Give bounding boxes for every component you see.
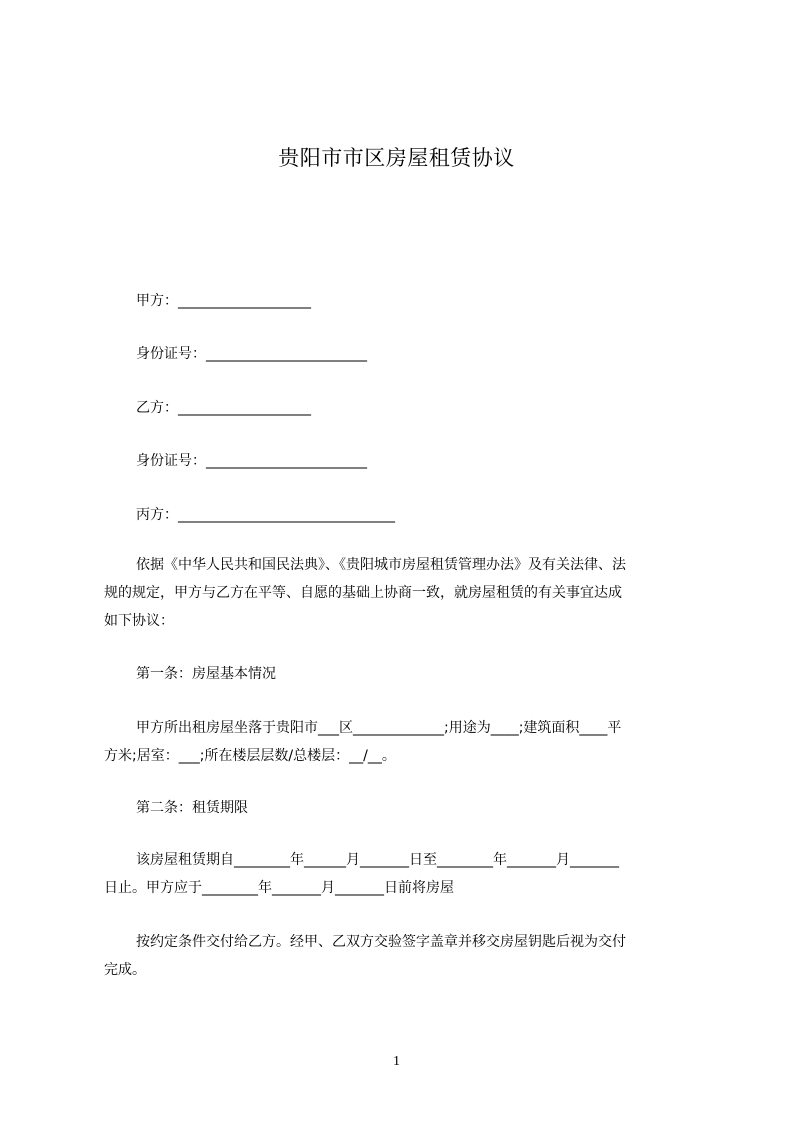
article-2-line-2: 日止。甲方应于________年_______月_______日前将房屋: [104, 880, 454, 896]
article-1-heading: 第一条：房屋基本情况: [136, 666, 276, 682]
article-2-line-3: 按约定条件交付给乙方。经甲、乙双方交验签字盖章并移交房屋钥匙后视为交付: [136, 934, 626, 950]
party-b-line: 乙方：___________________: [136, 400, 311, 416]
party-c-line: 丙方：_______________________________: [136, 507, 395, 523]
party-a-id-line: 身份证号：_______________________: [136, 346, 367, 362]
article-2-line-1: 该房屋租赁期自________年______月_______日至________年_______月_______: [136, 852, 619, 868]
article-1-line-2: 方米;居室：___;所在楼层层数/总楼层：__/__。: [104, 748, 396, 764]
intro-line-1: 依据《中华人民共和国民法典》、《贵阳城市房屋租赁管理办法》及有关法律、法: [136, 557, 626, 573]
intro-line-2: 规的规定，甲方与乙方在平等、自愿的基础上协商一致，就房屋租赁的有关事宜达成: [104, 585, 622, 601]
party-b-id-line: 身份证号：_______________________: [136, 453, 367, 469]
article-2-line-4: 完成。: [104, 962, 146, 978]
page-number: 1: [393, 1054, 400, 1069]
document-title: 贵阳市市区房屋租赁协议: [278, 146, 515, 170]
article-2-heading: 第二条：租赁期限: [136, 800, 248, 816]
intro-line-3: 如下协议：: [104, 613, 174, 629]
party-a-line: 甲方：___________________: [136, 293, 311, 309]
article-1-line-1: 甲方所出租房屋坐落于贵阳市___区_____________;用途为____;建筑面积____平: [136, 720, 622, 736]
